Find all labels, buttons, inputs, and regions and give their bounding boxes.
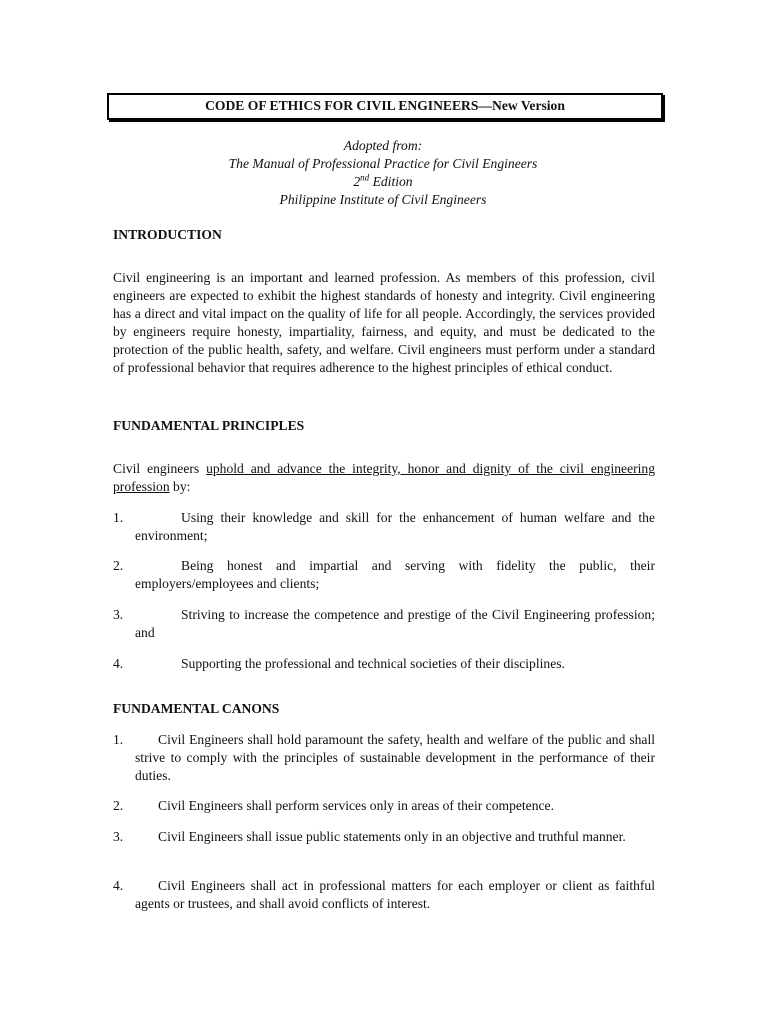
principles-heading: FUNDAMENTAL PRINCIPLES: [113, 418, 305, 433]
principle-text: Supporting the professional and technical societies of their disciplines.: [181, 656, 565, 671]
principle-number: 1.: [113, 510, 124, 525]
principle-item: [113, 655, 655, 673]
principles-intro-post: by:: [169, 479, 191, 494]
canon-number: 2.: [113, 798, 124, 813]
principle-text: Using their knowledge and skill for the enhancement of human welfare and the environment;: [135, 510, 655, 543]
canon-text: Civil Engineers shall act in professional matters for each employer or client as faithful agents or trustees, and shall avoid conflicts of interest.: [135, 878, 655, 911]
canons-heading: FUNDAMENTAL CANONS: [113, 701, 280, 716]
manual-title-line: The Manual of Professional Practice for Civil Engineers: [228, 156, 538, 171]
principle-number: 3.: [113, 607, 124, 622]
document-title-box: [107, 93, 663, 120]
canon-number: 3.: [113, 829, 124, 844]
principle-number: 2.: [113, 558, 124, 573]
principle-item: [113, 509, 655, 545]
principle-number: 4.: [113, 656, 124, 671]
edition-word: Edition: [369, 174, 413, 189]
canon-item: [113, 797, 655, 815]
document-title-suffix: —New Version: [478, 98, 565, 113]
adopted-from-line: Adopted from:: [343, 138, 423, 153]
principle-item: [113, 557, 655, 593]
adoption-source: [107, 137, 659, 209]
edition-line: [107, 173, 659, 191]
principles-intro: [113, 460, 655, 496]
canon-item: [113, 877, 655, 913]
canon-number: 1.: [113, 732, 124, 747]
institute-line: Philippine Institute of Civil Engineers: [279, 192, 487, 207]
edition-ordinal: nd: [360, 172, 370, 183]
principle-text: Striving to increase the competence and prestige of the Civil Engineering profession; and: [135, 607, 655, 640]
canon-number: 4.: [113, 878, 124, 893]
canon-text: Civil Engineers shall perform services only in areas of their competence.: [158, 798, 554, 813]
canon-text: Civil Engineers shall issue public statements only in an objective and truthful manner.: [158, 829, 626, 844]
canon-item: [113, 731, 655, 785]
canon-item: [113, 828, 655, 846]
canon-text: Civil Engineers shall hold paramount the safety, health and welfare of the public and shall strive to comply with the principles of sustainable development in the performance of their duties.: [135, 732, 655, 783]
introduction-paragraph: Civil engineering is an important and learned profession. As members of this profession, civil engineers are expected to exhibit the highest standards of honesty and integrity. Civil engineering has a direct and vital impact on the quality of life for all people. Accordingly, the services provided by engineers require honesty, impartiality, fairness, and equity, and must be dedicated to the protection of the public health, safety, and welfare. Civil engineers must perform under a standard of professional behavior that requires adherence to the highest principles of ethical conduct.: [113, 270, 655, 375]
introduction-heading: INTRODUCTION: [113, 227, 222, 242]
principle-text: Being honest and impartial and serving with fidelity the public, their employers/employees and clients;: [135, 558, 655, 591]
principles-intro-pre: Civil engineers: [113, 461, 207, 476]
edition-number: 2: [353, 174, 361, 189]
principle-item: [113, 606, 655, 642]
principles-intro-underlined: uphold and advance the integrity, honor and dignity of the civil engineering profession: [113, 461, 656, 494]
document-title: CODE OF ETHICS FOR CIVIL ENGINEERS: [205, 98, 479, 113]
